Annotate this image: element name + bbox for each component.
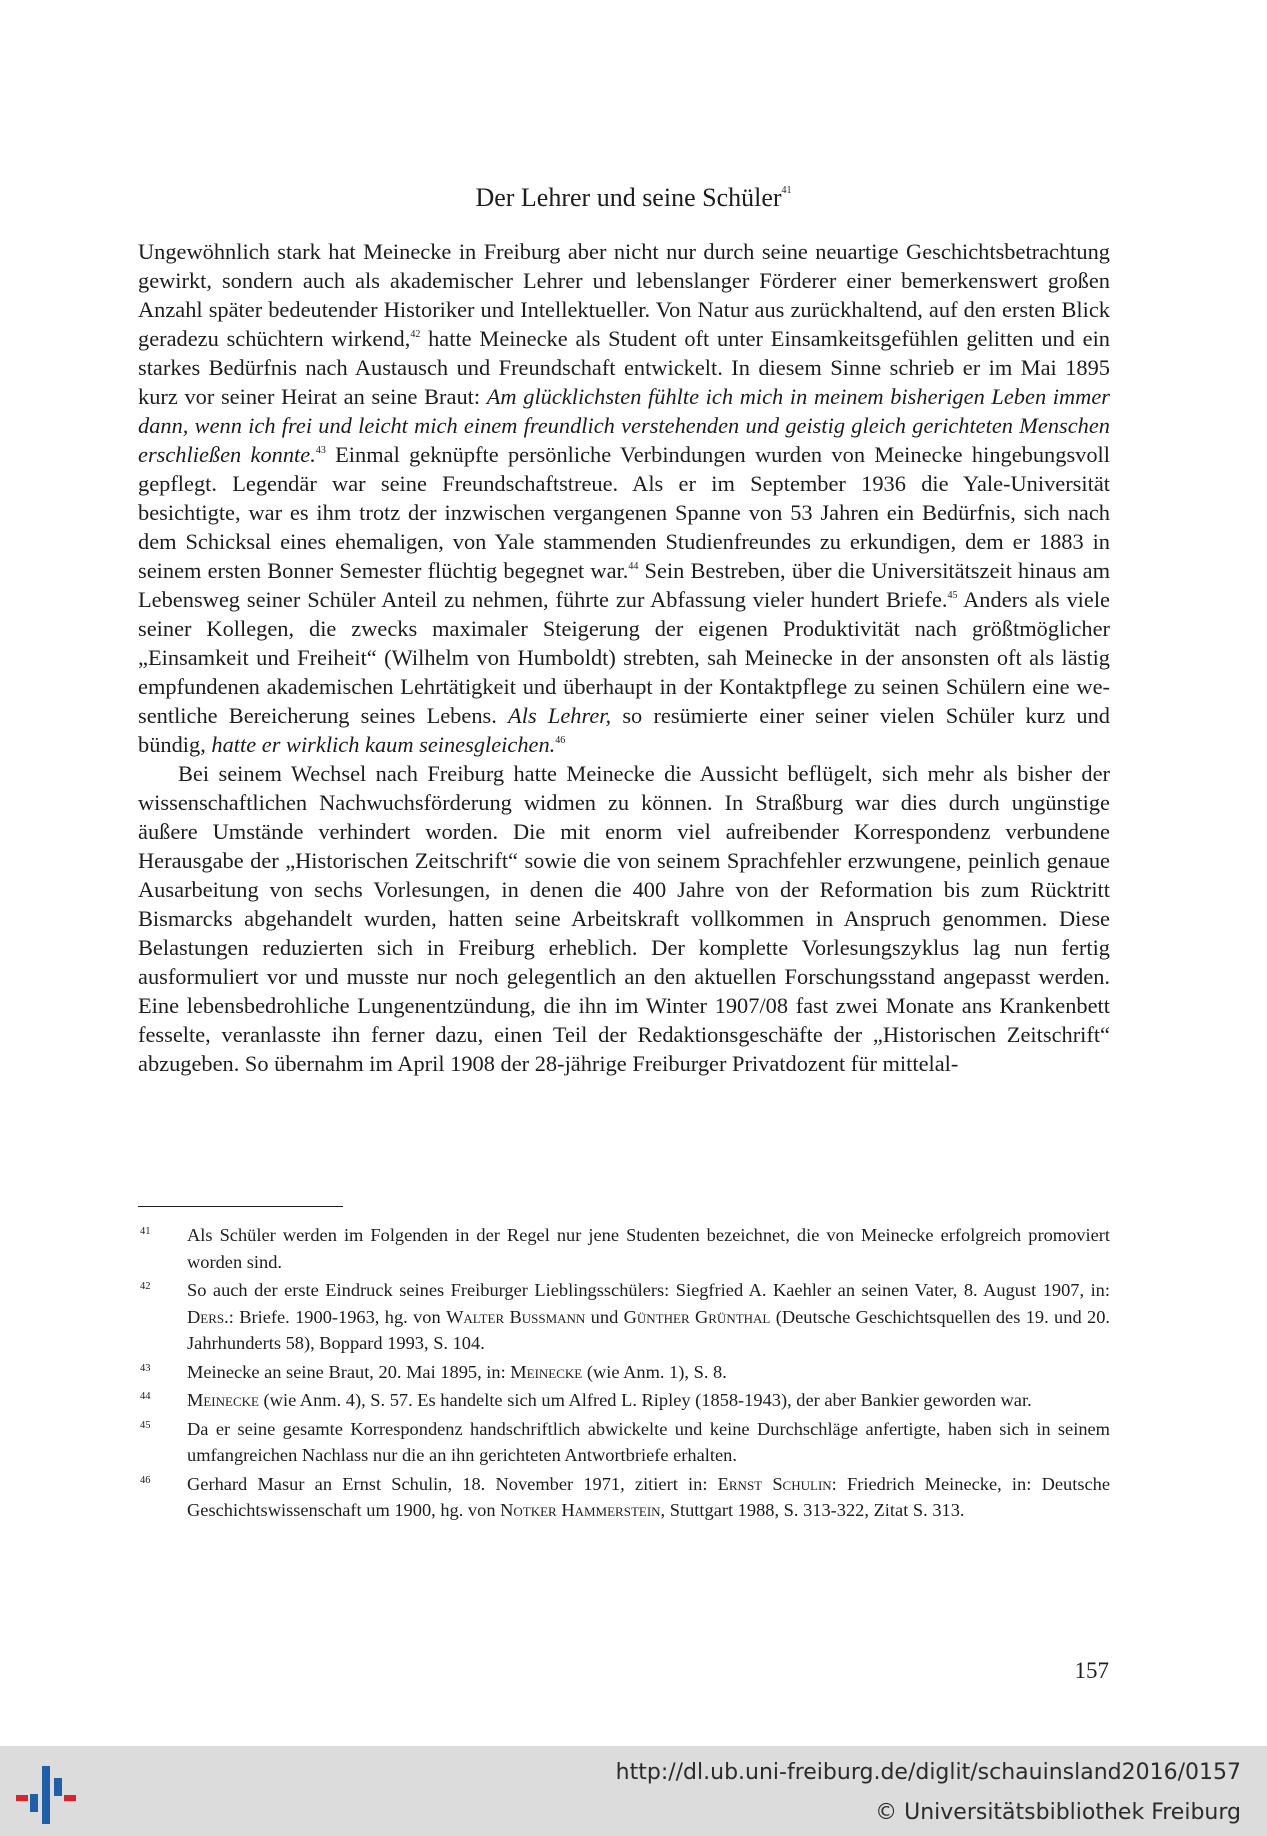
text-run: So auch der erste Eindruck seines Freiburger Lieblingsschülers: Siegfried A. Kaehler an seinen Vater, 8. August 1907, in: — [187, 1280, 1110, 1300]
footnote-number: 44 — [140, 1391, 151, 1402]
text-run: (wie Anm. 1), S. 8. — [582, 1361, 727, 1382]
footnote-ref-46: 46 — [555, 735, 566, 746]
footer-bar — [0, 1746, 1267, 1836]
footnote-text: Als Schüler werden im Folgenden in der Regel nur jene Studenten bezeichnet, die von Meinecke erfolgreich promoviert worden sind. — [187, 1225, 1110, 1272]
footnote-ref-42: 42 — [410, 329, 421, 340]
ub-freiburg-logo-icon[interactable] — [14, 1762, 80, 1828]
quote-italic: Als Lehrer, — [508, 703, 612, 728]
paragraph-2: Bei seinem Wechsel nach Freiburg hatte Meinecke die Aussicht beflügelt, sich mehr als bisher der wissenschaftlichen Nachwuchsförderung widmen zu können. In Straßburg war dies durch ungünstige äußere Umstände verhindert worden. Die mit enorm viel aufreibender Korrespondenz verbundene Herausgabe der „Historischen Zeitschrift“ sowie die von seinem Sprachfehler erzwungene, peinlich genaue Ausarbeitung von sechs Vorlesungen, in denen die 400 Jahre von der Reformation bis zum Rücktritt Bismarcks abgehandelt wurden, hatten seine Arbeitskraft vollkommen in Anspruch genommen. Diese Belastungen reduzierten sich in Freiburg erheblich. Der komplette Vorlesungszyklus lag nun fertig ausformuliert vor und musste nur noch gelegentlich an den aktuellen Forschungsstand angepasst werden. Eine lebensbedrohliche Lungenentzündung, die ihn im Winter 1907/08 fast zwei Monate ans Krankenbett fesselte, veranlasste ihn ferner dazu, einen Teil der Redaktionsgeschäfte der „Historischen Zeitschrift“ abzugeben. So übernahm im April 1908 der 28-jährige Freiburger Privatdozent für mittelal- — [138, 761, 1110, 1076]
footnote-text — [187, 1277, 1110, 1357]
text-run: Ungewöhnlich stark hat Meinecke in Freiburg aber nicht nur durch seine neuartige Geschichtsbetrachtung gewirkt, sondern auch als akademischer Lehrer und lebenslanger Förderer einer bemerkenswert großen Anzahl später bedeutender Historiker und Intellektueller. Von Natur aus zurückhaltend, auf den ersten Blick geradezu schüchtern wirkend, — [138, 239, 1110, 351]
chapter-heading-text: Der Lehrer und seine Schüler — [475, 183, 782, 212]
text-run: : Briefe. 1900-1963, hg. von — [228, 1306, 447, 1327]
footnote-43 — [138, 1359, 1110, 1386]
text-run: , Stuttgart 1988, S. 313-322, Zitat S. 313. — [660, 1500, 965, 1520]
footnote-ref-45: 45 — [947, 590, 958, 601]
chapter-heading — [0, 174, 1267, 215]
footnote-number: 46 — [140, 1474, 151, 1486]
text-run: Meinecke an seine Braut, 20. Mai 1895, in: — [187, 1361, 511, 1382]
author-smallcaps: Günther Grünthal — [623, 1306, 771, 1327]
quote-italic: Am glücklichsten fühlte ich mich in meinem bisherigen Leben immer dann, wenn ich frei und leicht mich einem freundlich verstehenden und geistig gleich gerichteten Menschen erschließen konnte. — [138, 384, 1111, 467]
author-smallcaps: Meinecke — [510, 1361, 583, 1382]
footnote-ref-44: 44 — [628, 561, 639, 572]
footnote-42 — [138, 1277, 1110, 1357]
body-text — [138, 237, 1110, 1078]
text-run: Anders als viele seiner Kollegen, die zwecks maximaler Steigerung der eigenen Produktivität nach größtmöglicher „Einsamkeit und Freiheit“ (Wilhelm von Humboldt) strebten, sah Meinecke in der ansonsten oft als lästig empfundenen akademischen Lehrtätigkeit und überhaupt in der Kontaktpflege zu seinen Schülern eine wesentliche Bereicherung seines Lebens. — [138, 587, 1110, 728]
page-number: 157 — [1074, 1658, 1109, 1683]
author-smallcaps: Ders. — [187, 1306, 229, 1327]
footnote-separator — [138, 1206, 343, 1207]
text-run: hatte Meinecke als Student oft unter Einsamkeitsgefühlen gelitten und ein starkes Bedürfnis nach Austausch und Freundschaft entwickelt. In diesem Sinne schrieb er im Mai 1895 kurz vor seiner Heirat an seine Braut: — [138, 326, 1110, 409]
author-smallcaps: Meinecke — [187, 1390, 259, 1410]
footnote-44 — [138, 1387, 1110, 1414]
footnote-number: 41 — [140, 1226, 151, 1237]
footnote-46 — [138, 1471, 1110, 1524]
footnote-ref-41: 41 — [781, 185, 792, 196]
footnote-ref-43: 43 — [315, 445, 326, 456]
footnote-number: 42 — [140, 1281, 151, 1292]
paragraph-1 — [138, 237, 1110, 759]
footnote-text — [187, 1387, 1110, 1414]
footnote-text — [187, 1471, 1110, 1524]
text-run: und — [585, 1306, 624, 1327]
footnote-number: 45 — [140, 1419, 151, 1431]
text-run: Sein Bestreben, über die Universitätszeit hinaus am Lebensweg seiner Schüler Anteil zu nehmen, führte zur Abfassung vieler hundert Briefe. — [138, 558, 1111, 612]
footnote-number: 43 — [140, 1362, 151, 1374]
permalink-url[interactable]: http://dl.ub.uni-freiburg.de/diglit/schauinsland2016/0157 — [615, 1760, 1241, 1785]
author-smallcaps: Walter Bussmann — [446, 1306, 586, 1327]
text-run: : Friedrich Meinecke, in: Deutsche Geschichtswissenschaft um 1900, hg. von — [187, 1473, 1110, 1520]
text-run: so resümierte einer seiner vielen Schüler kurz und bündig, — [138, 703, 1110, 757]
author-smallcaps: Ernst Schulin — [717, 1473, 832, 1494]
text-run: Gerhard Masur an Ernst Schulin, 18. November 1971, zitiert in: — [187, 1473, 718, 1494]
author-smallcaps: Notker Hammerstein — [500, 1500, 661, 1520]
footnote-text — [187, 1359, 1110, 1386]
footnote-41 — [138, 1222, 1110, 1275]
quote-italic: hatte er wirklich kaum seinesgleichen. — [211, 732, 556, 757]
footnote-text: Da er seine gesamte Korrespondenz handschriftlich abwickelte und keine Durchschläge anfertigte, haben sich in seinem umfangreichen Nachlass nur die an ihn gerichteten Antwortbriefe erhalten. — [187, 1418, 1110, 1465]
text-run: Einmal geknüpfte persönliche Verbindungen wurden von Meinecke hingebungsvoll gepflegt. Legendär war seine Freundschaftstreue. Als er im September 1936 die Yale-Universität besichtigte, war es ihm trotz der inzwischen vergangenen Spanne von 53 Jahren ein Bedürfnis, sich nach dem Schicksal eines ehemaligen, von Yale stammenden Studienfreundes zu erkundigen, dem er 1883 in seinem ersten Bonner Semester flüchtig begegnet war. — [138, 442, 1110, 583]
copyright-notice: © Universitätsbibliothek Freiburg — [875, 1800, 1241, 1825]
text-run: (wie Anm. 4), S. 57. Es handelte sich um Alfred L. Ripley (1858-1943), der aber Bankier geworden war. — [258, 1390, 1032, 1410]
footnote-45 — [138, 1416, 1110, 1469]
footnotes — [138, 1222, 1110, 1526]
text-run: (Deutsche Geschichtsquellen des 19. und 20. Jahrhunderts 58), Boppard 1993, S. 104. — [187, 1306, 1110, 1353]
